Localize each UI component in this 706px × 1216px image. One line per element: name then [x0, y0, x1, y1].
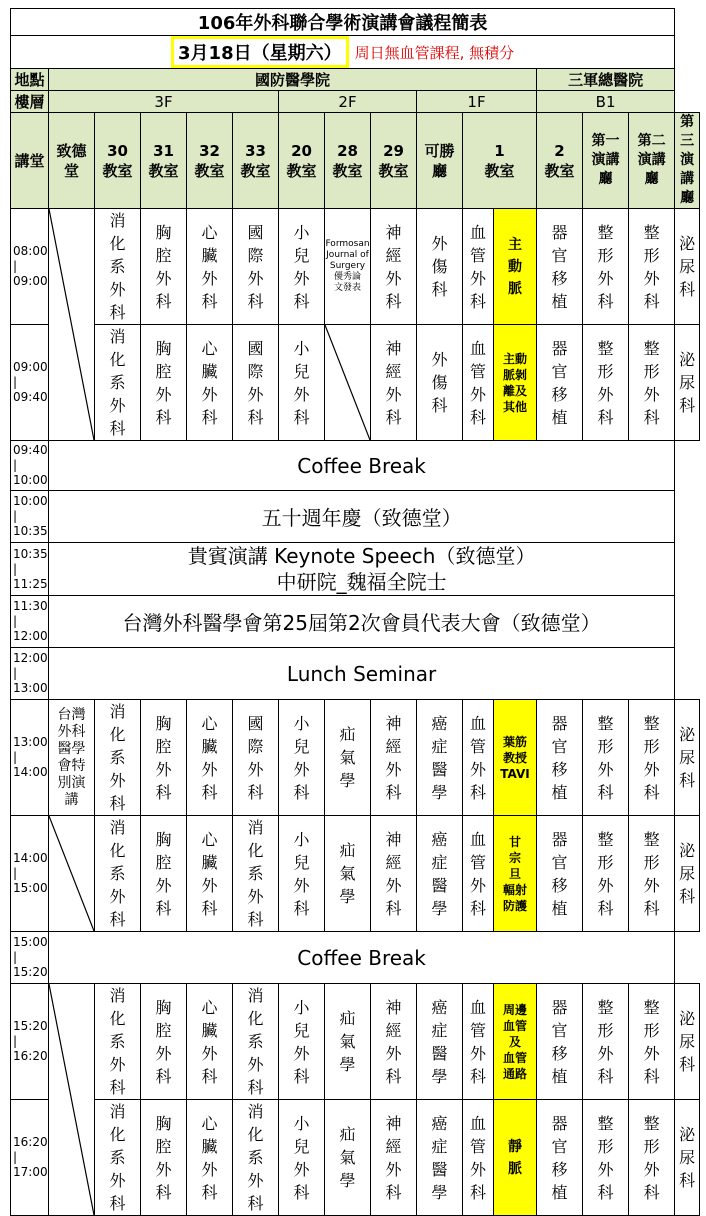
session-heart: 心 臟 外 科	[187, 325, 233, 441]
diagonal-line	[325, 325, 370, 440]
session-neuro: 神 經 外 科	[371, 984, 417, 1100]
session-plastic: 整 形 外 科	[629, 325, 675, 441]
lunch-banner: Lunch Seminar	[49, 648, 675, 700]
session-organ: 器 官 移 植	[537, 1100, 583, 1216]
date-row	[11, 36, 675, 69]
time-slot: 09:00 | 09:40	[11, 325, 49, 441]
session-chest: 胸 腔 外 科	[141, 984, 187, 1100]
location-ndmc: 國防醫學院	[49, 69, 537, 91]
room-1: 1 教室	[463, 113, 537, 209]
session-intl: 國 際 外 科	[233, 700, 279, 816]
session-uro: 泌 尿 科	[675, 984, 700, 1100]
anniversary-banner: 五十週年慶（致德堂）	[49, 491, 675, 543]
session-peds: 小 兒 外 科	[279, 816, 325, 932]
time-slot: 10:35 | 11:25	[11, 543, 49, 596]
session-onco: 癌 症 醫 學	[417, 700, 463, 816]
session-intl: 國 際 外 科	[233, 209, 279, 325]
room-2: 2 教室	[537, 113, 583, 209]
session-neuro: 神 經 外 科	[371, 1100, 417, 1216]
room-hall-1: 第一 演講 廳	[583, 113, 629, 209]
floor-label: 樓層	[11, 91, 49, 113]
location-label: 地點	[11, 69, 49, 91]
room-kosheng: 可勝 廳	[417, 113, 463, 209]
session-vasc-topic: 主動 脈剝 離及 其他	[494, 325, 537, 441]
session-special-lecture: 台灣 外科 醫學 會特 別演 講	[49, 700, 95, 816]
session-plastic: 整 形 外 科	[583, 209, 629, 325]
session-onco: 癌 症 醫 學	[417, 1100, 463, 1216]
chihteh-empty	[49, 984, 95, 1216]
floor-b1: B1	[537, 91, 675, 113]
room-chihteh: 致德 堂	[49, 113, 95, 209]
session-plastic: 整 形 外 科	[629, 816, 675, 932]
coffee-break-banner: Coffee Break	[49, 932, 675, 984]
session-hernia: 疝 氣 學	[325, 984, 371, 1100]
session-plastic: 整 形 外 科	[629, 700, 675, 816]
time-slot: 12:00 | 13:00	[11, 648, 49, 700]
session-chest: 胸 腔 外 科	[141, 325, 187, 441]
coffee-break-banner: Coffee Break	[49, 441, 675, 491]
session-heart: 心 臟 外 科	[187, 209, 233, 325]
session-plastic: 整 形 外 科	[583, 816, 629, 932]
session-organ: 器 官 移 植	[537, 700, 583, 816]
time-slot: 15:00 | 15:20	[11, 932, 49, 984]
session-peds: 小 兒 外 科	[279, 209, 325, 325]
session-peds: 小 兒 外 科	[279, 700, 325, 816]
session-neuro: 神 經 外 科	[371, 816, 417, 932]
session-chest: 胸 腔 外 科	[141, 816, 187, 932]
session-vasc: 血 管 外 科	[463, 984, 494, 1100]
session-peds: 小 兒 外 科	[279, 1100, 325, 1216]
time-slot: 14:00 | 15:00	[11, 816, 49, 932]
diagonal-line	[49, 816, 94, 931]
chihteh-empty	[49, 816, 95, 932]
hall-label: 講堂	[11, 113, 49, 209]
session-plastic: 整 形 外 科	[583, 984, 629, 1100]
session-vasc: 血 管 外 科	[463, 816, 494, 932]
time-slot: 11:30 | 12:00	[11, 596, 49, 648]
assembly-banner: 台灣外科醫學會第25屆第2次會員代表大會（致德堂）	[49, 596, 675, 648]
session-gi: 消 化 系 外 科	[95, 700, 141, 816]
session-vasc-topic: 周邊 血管 及 血管 通路	[494, 984, 537, 1100]
page-title: 106年外科聯合學術演講會議程簡表	[11, 9, 675, 36]
floor-3f: 3F	[49, 91, 279, 113]
session-trauma: 外 傷 科	[417, 209, 463, 325]
session-hernia: 疝 氣 學	[325, 1100, 371, 1216]
session-plastic: 整 形 外 科	[583, 1100, 629, 1216]
session-onco: 癌 症 醫 學	[417, 984, 463, 1100]
session-journal: Formosan Journal of Surgery 優秀論 文發表	[325, 209, 371, 325]
session-vasc-topic: 葉筋 教授 TAVI	[494, 700, 537, 816]
session-uro: 泌 尿 科	[675, 325, 700, 441]
session-gi: 消 化 系 外 科	[95, 325, 141, 441]
room-28: 28 教室	[325, 113, 371, 209]
session-plastic: 整 形 外 科	[629, 209, 675, 325]
time-slot: 08:00 | 09:00	[11, 209, 49, 325]
date-label: 3月18日（星期六）	[171, 36, 349, 68]
session-neuro: 神 經 外 科	[371, 700, 417, 816]
session-hernia: 疝 氣 學	[325, 700, 371, 816]
time-slot: 10:00 | 10:35	[11, 491, 49, 543]
floor-1f: 1F	[417, 91, 537, 113]
time-slot: 13:00 | 14:00	[11, 700, 49, 816]
session-uro: 泌 尿 科	[675, 209, 700, 325]
session-vasc: 血 管 外 科	[463, 209, 494, 325]
chihteh-empty	[49, 209, 95, 441]
session-chest: 胸 腔 外 科	[141, 1100, 187, 1216]
diagonal-line	[49, 209, 94, 440]
session-heart: 心 臟 外 科	[187, 700, 233, 816]
session-plastic: 整 形 外 科	[583, 700, 629, 816]
session-vasc: 血 管 外 科	[463, 325, 494, 441]
session-chest: 胸 腔 外 科	[141, 700, 187, 816]
room-hall-2: 第二 演講 廳	[629, 113, 675, 209]
room-30: 30 教室	[95, 113, 141, 209]
keynote-speaker: 中研院_魏福全院士	[276, 570, 447, 594]
session-uro: 泌 尿 科	[675, 816, 700, 932]
session-plastic: 整 形 外 科	[629, 984, 675, 1100]
session-organ: 器 官 移 植	[537, 984, 583, 1100]
location-tsgh: 三軍總醫院	[537, 69, 675, 91]
note-label: 周日無血管課程, 無積分	[354, 43, 515, 62]
session-vasc-topic: 靜 脈	[494, 1100, 537, 1216]
session-vasc: 血 管 外 科	[463, 700, 494, 816]
session-peds: 小 兒 外 科	[279, 325, 325, 441]
session-intl: 國 際 外 科	[233, 325, 279, 441]
session-uro: 泌 尿 科	[675, 700, 700, 816]
room-33: 33 教室	[233, 113, 279, 209]
keynote-banner	[49, 543, 675, 596]
session-gi: 消 化 系 外 科	[95, 984, 141, 1100]
room28-empty	[325, 325, 371, 441]
session-plastic: 整 形 外 科	[583, 325, 629, 441]
session-chest: 胸 腔 外 科	[141, 209, 187, 325]
session-vasc: 血 管 外 科	[463, 1100, 494, 1216]
session-plastic: 整 形 外 科	[629, 1100, 675, 1216]
room-32: 32 教室	[187, 113, 233, 209]
session-heart: 心 臟 外 科	[187, 1100, 233, 1216]
session-heart: 心 臟 外 科	[187, 816, 233, 932]
session-hernia: 疝 氣 學	[325, 816, 371, 932]
session-onco: 癌 症 醫 學	[417, 816, 463, 932]
session-gi: 消 化 系 外 科	[233, 816, 279, 932]
session-gi: 消 化 系 外 科	[233, 1100, 279, 1216]
room-31: 31 教室	[141, 113, 187, 209]
keynote-title: 貴賓演講 Keynote Speech（致德堂）	[187, 544, 536, 568]
session-organ: 器 官 移 植	[537, 209, 583, 325]
session-gi: 消 化 系 外 科	[95, 816, 141, 932]
session-neuro: 神 經 外 科	[371, 209, 417, 325]
room-hall-3: 第三 演講 廳	[675, 113, 700, 209]
session-vasc-topic: 主 動 脈	[494, 209, 537, 325]
schedule-table	[10, 8, 700, 1216]
session-heart: 心 臟 外 科	[187, 984, 233, 1100]
room-20: 20 教室	[279, 113, 325, 209]
session-organ: 器 官 移 植	[537, 325, 583, 441]
session-trauma: 外 傷 科	[417, 325, 463, 441]
session-gi: 消 化 系 外 科	[95, 209, 141, 325]
room-29: 29 教室	[371, 113, 417, 209]
time-slot: 16:20 | 17:00	[11, 1100, 49, 1216]
time-slot: 15:20 | 16:20	[11, 984, 49, 1100]
session-neuro: 神 經 外 科	[371, 325, 417, 441]
session-gi: 消 化 系 外 科	[95, 1100, 141, 1216]
diagonal-line	[49, 984, 94, 1215]
session-peds: 小 兒 外 科	[279, 984, 325, 1100]
session-gi: 消 化 系 外 科	[233, 984, 279, 1100]
session-organ: 器 官 移 植	[537, 816, 583, 932]
floor-2f: 2F	[279, 91, 417, 113]
time-slot: 09:40 | 10:00	[11, 441, 49, 491]
session-uro: 泌 尿 科	[675, 1100, 700, 1216]
session-vasc-topic: 甘 宗 旦 輻射 防護	[494, 816, 537, 932]
